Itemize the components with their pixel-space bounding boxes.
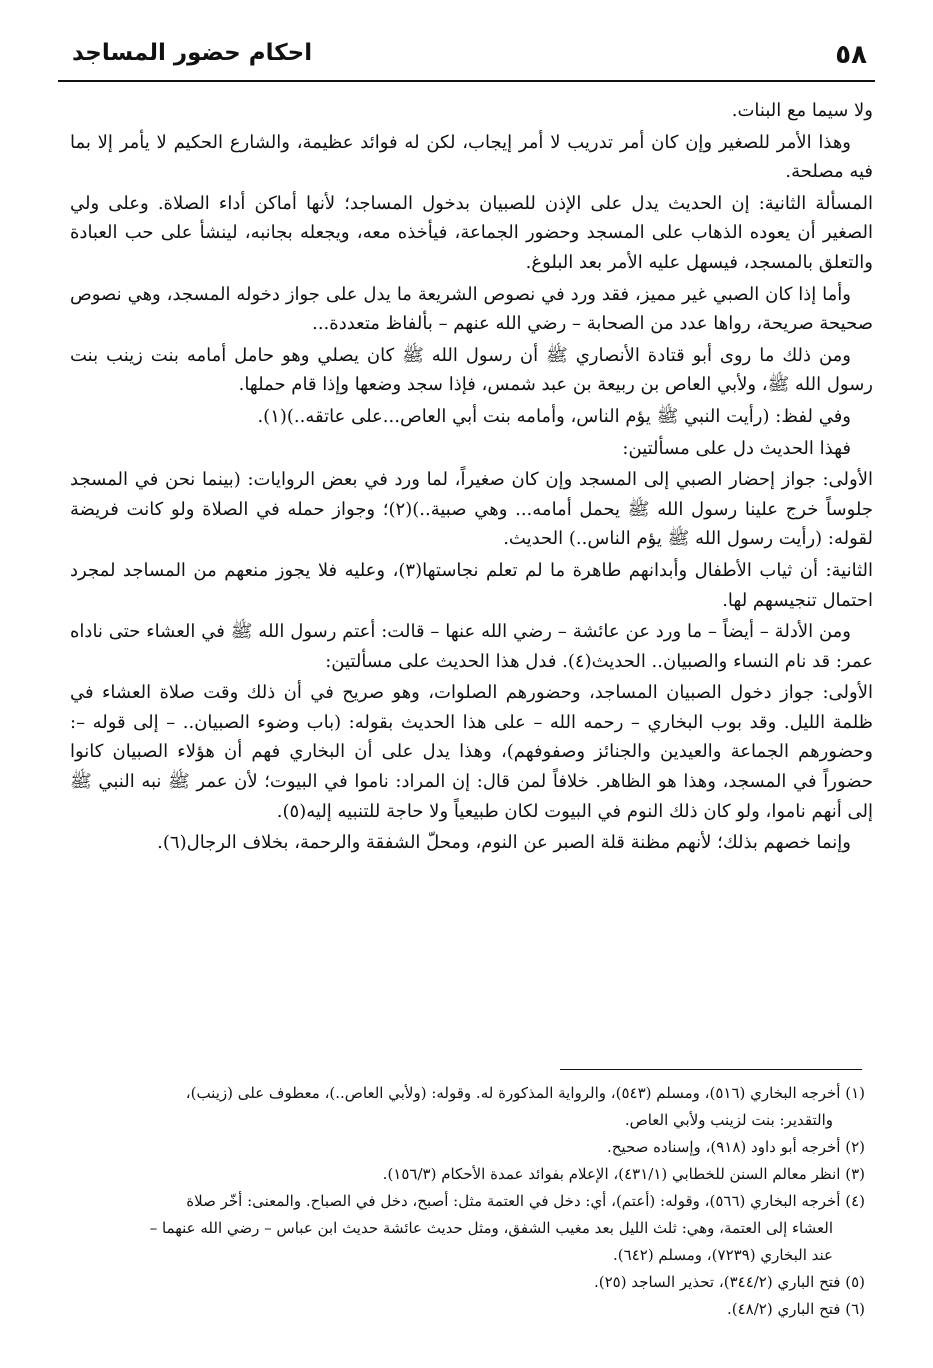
page-header — [58, 34, 875, 82]
paragraph: الأولى: جواز إحضار الصبي إلى المسجد وإن كان صغيراً، لما ورد في بعض الروايات: (بينما نحن في المسجد جلوساً خرج علينا رسول الله ﷺ يحمل أمامه... وهي صبية..)(٢)؛ وجواز حمله في الصلاة ولو كانت فريضة لقوله: (رأيت رسول الله ﷺ يؤم الناس..) الحديث. — [70, 469, 874, 550]
paragraph: وهذا الأمر للصغير وإن كان أمر تدريب لا أمر إيجاب، لكن له فوائد عظيمة، والشارع الحكيم لا يأمر إلا بما فيه مصلحة. — [70, 131, 873, 183]
paragraph: الثانية: أن ثياب الأطفال وأبدانهم طاهرة ما لم تعلم نجاستها(٣)، وعليه فلا يجوز منعهم من المساجد لمجرد احتمال تنجيسهم لها. — [70, 559, 873, 611]
paragraph: ومن ذلك ما روى أبو قتادة الأنصاري ﷺ أن رسول الله ﷺ كان يصلي وهو حامل أمامه بنت زينب بنت رسول الله ﷺ، ولأبي العاص بن ربيعة بن عبد شمس، فإذا سجد وضعها وإذا قام حملها. — [70, 344, 873, 396]
paragraph: ولا سيما مع البنات. — [731, 100, 873, 121]
paragraph: المسألة الثانية: إن الحديث يدل على الإذن للصبيان بدخول المساجد؛ لأنها أماكن أداء الصلاة. وعلى ولي الصغير أن يعوده الذهاب على المسجد وحضور الجماعة، فيأخذه معه، ويجعله بجانبه، لينشأ على حب العبادة والتعلق بالمسجد، فيسهل عليه الأمر بعد البلوغ. — [70, 192, 873, 273]
paragraph: وفي لفظ: (رأيت النبي ﷺ يؤم الناس، وأمامه بنت أبي العاص...على عاتقه..)(١). — [257, 405, 851, 427]
footnote-separator — [560, 1069, 862, 1070]
paragraph: فهذا الحديث دل على مسألتين: — [622, 437, 851, 459]
footnote-line: العشاء إلى العتمة، وهي: ثلث الليل بعد مغيب الشفق، ومثل حديث عائشة حديث ابن عباس – رضي الله عنهما – — [149, 1219, 833, 1237]
footnote-line: والتقدير: بنت لزينب ولأبي العاص. — [624, 1111, 833, 1129]
footnote-line: (٥) فتح الباري (٣٤٤/٢)، تحذير الساجد (٢٥). — [593, 1273, 865, 1291]
footnotes — [62, 1080, 865, 1323]
footnote-line: (١) أخرجه البخاري (٥١٦)، ومسلم (٥٤٣)، والرواية المذكورة له. وقوله: (ولأبي العاص..)، معطوف على (زينب)، — [185, 1084, 865, 1102]
paragraph: وإنما خصهم بذلك؛ لأنهم مظنة قلة الصبر عن النوم، ومحلّ الشفقة والرحمة، بخلاف الرجال(٦). — [157, 832, 851, 854]
footnote-line: (٤) أخرجه البخاري (٥٦٦)، وقوله: (أعتم)، أي: دخل في العتمة مثل: أصبح، دخل في الصباح. والمعنى: أخّر صلاة — [186, 1192, 865, 1210]
main-text — [70, 96, 873, 860]
footnote-line: (٦) فتح الباري (٤٨/٢). — [727, 1300, 865, 1318]
footnote-line: (٢) أخرجه أبو داود (٩١٨)، وإسناده صحيح. — [606, 1138, 865, 1156]
paragraph: وأما إذا كان الصبي غير مميز، فقد ورد في نصوص الشريعة ما يدل على جواز دخوله المسجد، وهي نصوص صحيحة صريحة، رواها عدد من الصحابة – رضي الله عنهم – بألفاظ متعددة... — [70, 283, 873, 335]
paragraph: ومن الأدلة – أيضاً – ما ورد عن عائشة – رضي الله عنها – قالت: أعتم رسول الله ﷺ في العشاء حتى ناداه عمر: قد نام النساء والصبيان.. الحديث(٤). فدل هذا الحديث على مسألتين: — [70, 621, 873, 672]
running-title: احكام حضور المساجد — [72, 40, 313, 66]
header-rule — [58, 80, 875, 82]
footnote-line: عند البخاري (٧٢٣٩)، ومسلم (٦٤٢). — [613, 1246, 833, 1264]
page-number: ٥٨ — [835, 40, 867, 70]
footnote-line: (٣) انظر معالم السنن للخطابي (٤٣١/١)، الإعلام بفوائد عمدة الأحكام (١٥٦/٣). — [382, 1165, 865, 1183]
paragraph: الأولى: جواز دخول الصبيان المساجد، وحضورهم الصلوات، وهو صريح في أن ذلك وقت صلاة العشاء في ظلمة الليل. وقد بوب البخاري – رحمه الله – على هذا الحديث بقوله: (باب وضوء الصبيان.. – إلى قوله –: وحضورهم الجماعة والعيدين والجنائز وصفوفهم)، وهذا يدل على أن البخاري فهم أن هؤلاء الصبيان كانوا حضوراً في المسجد، وهذا هو الظاهر. خلافاً لمن قال: إن المراد: ناموا في البيوت؛ لأن عمر ﷺ نبه النبي ﷺ إلى أنهم ناموا، ولو كان ذلك النوم في البيوت لكان طبيعياً ولا حاجة للتنبيه إليه(٥). — [70, 682, 873, 822]
